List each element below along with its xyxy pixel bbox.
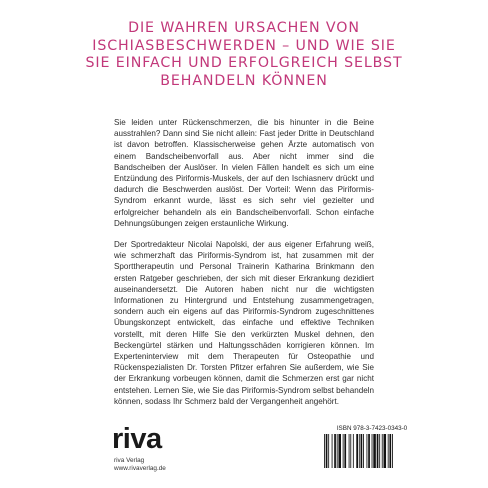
headline-line-2: ISCHIASBESCHWERDEN – UND WIE SIE bbox=[92, 37, 396, 54]
barcode-bar bbox=[368, 434, 370, 468]
publisher-info bbox=[114, 457, 304, 473]
barcode-bar bbox=[359, 434, 360, 468]
barcode-bar bbox=[326, 434, 328, 468]
headline-line-4: BEHANDELN KÖNNEN bbox=[160, 72, 328, 89]
publisher-url: www.rivaverlag.de bbox=[114, 465, 166, 473]
barcode-bar bbox=[373, 434, 376, 468]
blurb-paragraph-2: Der Sportredakteur Nicolai Napolski, der aus eigener Erfahrung weiß, wie schmerzhaft das Piriformis-Syndrom ist, hat zusammen mit der Sporttherapeutin und Personal Trainerin Katharina Brinkmann den ersten Ratgeber geschrieben, der sich mit dieser Erkrankung dezidiert auseinandersetzt. Die Autoren haben nicht nur die wichtigsten Informationen zu Hintergrund und Entstehung zusammengetragen, sondern auch ein eigens auf das Piriformis-Syndrom zugeschnittenes Übungskonzept entwickelt, das einfache und effektive Techniken vorstellt, mit deren Hilfe Sie den verkürzten Muskel dehnen, den Beckengürtel stärken und Haltungsschäden korrigieren können. Im Experteninterview mit dem Therapeuten für Osteopathie und Rückenspezialisten Dr. Torsten Pfitzer erfahren Sie außerdem, wie Sie der Erkrankung vorbeugen können, damit die Schmerzen erst gar nicht entstehen. Lernen Sie, wie Sie das Piriformis-Syndrom selbst behandeln können, sodass Ihr Schmerz bald der Vergangenheit angehört. bbox=[114, 240, 374, 406]
barcode-bar bbox=[363, 434, 364, 468]
barcode-bar bbox=[324, 434, 325, 468]
headline-line-1: DIE WAHREN URSACHEN VON bbox=[128, 20, 360, 36]
barcode-bar bbox=[328, 434, 329, 468]
barcode-bar bbox=[361, 434, 363, 468]
publisher-logo: riva bbox=[112, 423, 162, 455]
blurb-text bbox=[114, 117, 374, 407]
barcode-bar bbox=[384, 434, 387, 468]
barcode-bar bbox=[377, 434, 379, 468]
barcode-bar bbox=[356, 434, 358, 468]
barcode-bar bbox=[353, 434, 354, 468]
headline-line-3: SIE EINFACH UND ERFOLGREICH SELBST bbox=[85, 55, 403, 72]
barcode-bar bbox=[350, 434, 351, 468]
barcode-bar bbox=[388, 434, 389, 468]
barcode-bar bbox=[372, 434, 373, 468]
barcode-bar bbox=[367, 434, 368, 468]
barcode-bar bbox=[337, 434, 338, 468]
barcode-bar bbox=[379, 434, 380, 468]
blurb-paragraph-1: Sie leiden unter Rückenschmerzen, die bis hinunter in die Beine ausstrahlen? Dann sind Sie nicht allein: Fast jeder Dritte in Deutschland ist davon betroffen. Klassischerweise gehen Ärzte automatisch von einem Bandscheibenvorfall aus. Aber nicht immer sind die Bandscheiben der Auslöser. In vielen Fällen handelt es sich um eine Entzündung des Piriformis-Muskels, der auf den Ischiasnerv drückt und dadurch die Beschwerden auslöst. Der Vorteil: Wenn das Piriformis-Syndrom erkannt wurde, lässt es sich sehr viel gezielter und erfolgreicher behandeln als ein Bandscheibenvorfall. Schon einfache Dehnungsübungen zeigen erstaunliche Wirkung. bbox=[114, 118, 374, 228]
headline bbox=[78, 20, 410, 90]
barcode-bar bbox=[392, 434, 393, 468]
barcode-bar bbox=[343, 434, 344, 468]
barcode-image bbox=[322, 434, 422, 473]
barcode-bar bbox=[389, 434, 391, 468]
publisher-name: riva Verlag bbox=[114, 457, 145, 464]
barcode-bar bbox=[332, 434, 333, 468]
barcode-bar bbox=[349, 434, 350, 468]
barcode-bar bbox=[344, 434, 346, 468]
isbn-label: ISBN 978-3-7423-0343-0 bbox=[336, 425, 408, 432]
barcode-bar bbox=[382, 434, 383, 468]
barcode-bar bbox=[334, 434, 336, 468]
barcode-area bbox=[322, 425, 422, 473]
barcode-bar bbox=[338, 434, 341, 468]
